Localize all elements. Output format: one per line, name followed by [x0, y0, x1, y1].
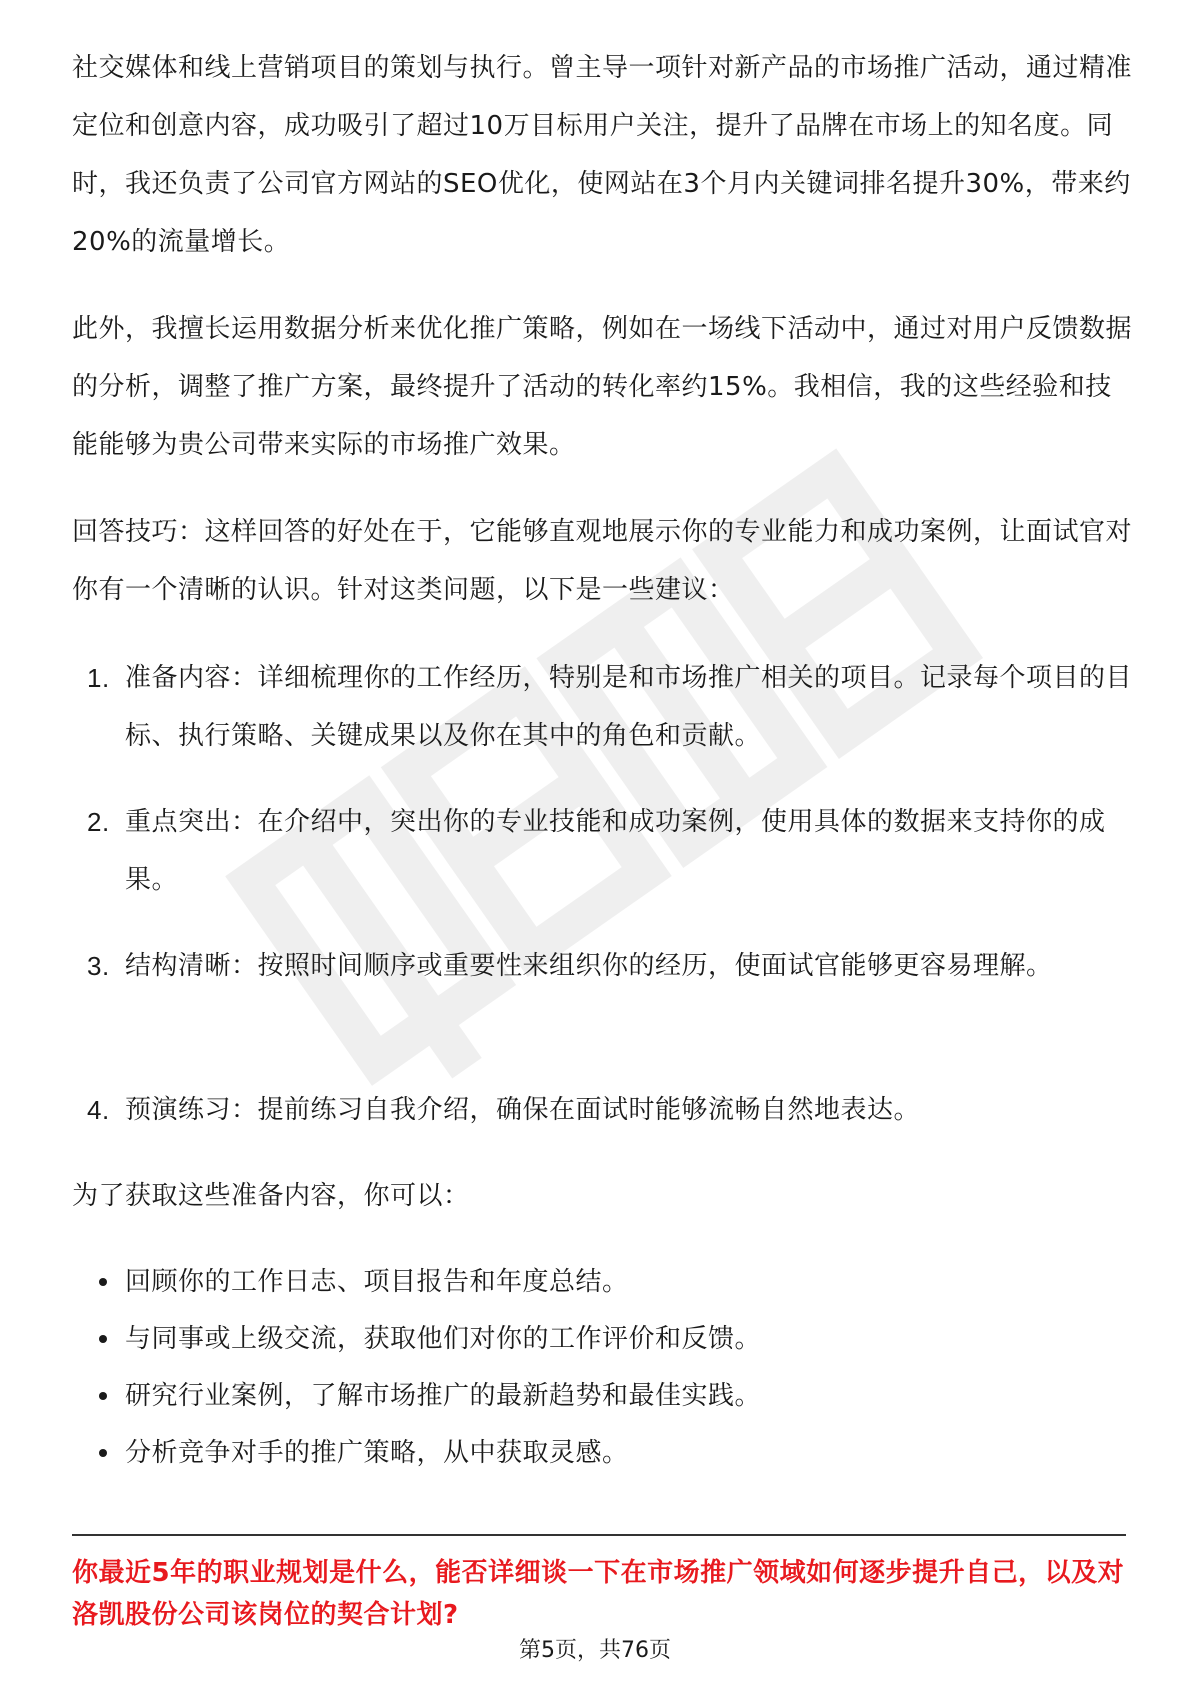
list-item-text: 回顾你的工作日志、项目报告和年度总结。: [125, 1267, 629, 1297]
bullet-icon: [99, 1449, 107, 1457]
list-item-text: 分析竞争对手的推广策略，从中获取灵感。: [125, 1438, 629, 1468]
list-item: [72, 1254, 1132, 1311]
bullet-icon: [99, 1392, 107, 1400]
page-number: 第5页，共76页: [519, 1638, 671, 1663]
next-question-heading: 你最近5年的职业规划是什么，能否详细谈一下在市场推广领域如何逐步提升自己，以及对洛凯股份公司该岗位的契合计划?: [72, 1558, 1125, 1630]
list-item-text: 结构清晰：按照时间顺序或重要性来组织你的经历，使面试官能够更容易理解。: [125, 951, 1053, 981]
watermark-seal: [190, 360, 1010, 1180]
list-item: [72, 1425, 1132, 1482]
list-item: [72, 1311, 1132, 1368]
paragraph-prep-intro: 为了获取这些准备内容，你可以：: [72, 1181, 470, 1211]
list-item-text: 预演练习：提前练习自我介绍，确保在面试时能够流畅自然地表达。: [125, 1095, 921, 1125]
list-item-text: 重点突出：在介绍中，突出你的专业技能和成功案例，使用具体的数据来支持你的成果。: [125, 807, 1106, 895]
bullet-icon: [99, 1335, 107, 1343]
list-item: [72, 1081, 1132, 1139]
list-number: 4.: [87, 1095, 110, 1125]
list-item-text: 与同事或上级交流，获取他们对你的工作评价和反馈。: [125, 1324, 762, 1354]
list-item-text: 研究行业案例，了解市场推广的最新趋势和最佳实践。: [125, 1381, 762, 1411]
paragraph-tips-intro: 回答技巧：这样回答的好处在于，它能够直观地展示你的专业能力和成功案例，让面试官对你有一个清晰的认识。针对这类问题，以下是一些建议：: [72, 517, 1133, 605]
list-number: 3.: [87, 951, 110, 981]
tips-list-item-4: [72, 1081, 1132, 1139]
list-item: [72, 937, 1132, 995]
tips-list-item-3: [72, 937, 1132, 995]
paragraph-experience: 社交媒体和线上营销项目的策划与执行。曾主导一项针对新产品的市场推广活动，通过精准定位和创意内容，成功吸引了超过10万目标用户关注，提升了品牌在市场上的知名度。同时，我还负责了公司官方网站的SEO优化，使网站在3个月内关键词排名提升30%，带来约20%的流量增长。: [72, 53, 1133, 257]
bullet-icon: [99, 1278, 107, 1286]
paragraph-data-analysis: 此外，我擅长运用数据分析来优化推广策略，例如在一场线下活动中，通过对用户反馈数据的分析，调整了推广方案，最终提升了活动的转化率约15%。我相信，我的这些经验和技能能够为贵公司带来实际的市场推广效果。: [72, 314, 1133, 460]
list-number: 2.: [87, 807, 110, 837]
prep-bullet-list: [72, 1254, 1132, 1482]
list-item-text: 准备内容：详细梳理你的工作经历，特别是和市场推广相关的项目。记录每个项目的目标、执行策略、关键成果以及你在其中的角色和贡献。: [125, 663, 1133, 751]
section-divider: [72, 1534, 1126, 1536]
list-item: [72, 793, 1132, 909]
list-item: [72, 1368, 1132, 1425]
list-number: 1.: [87, 663, 110, 693]
list-item: [72, 649, 1132, 765]
tips-list-item-1: [72, 649, 1132, 765]
tips-list-item-2: [72, 793, 1132, 909]
